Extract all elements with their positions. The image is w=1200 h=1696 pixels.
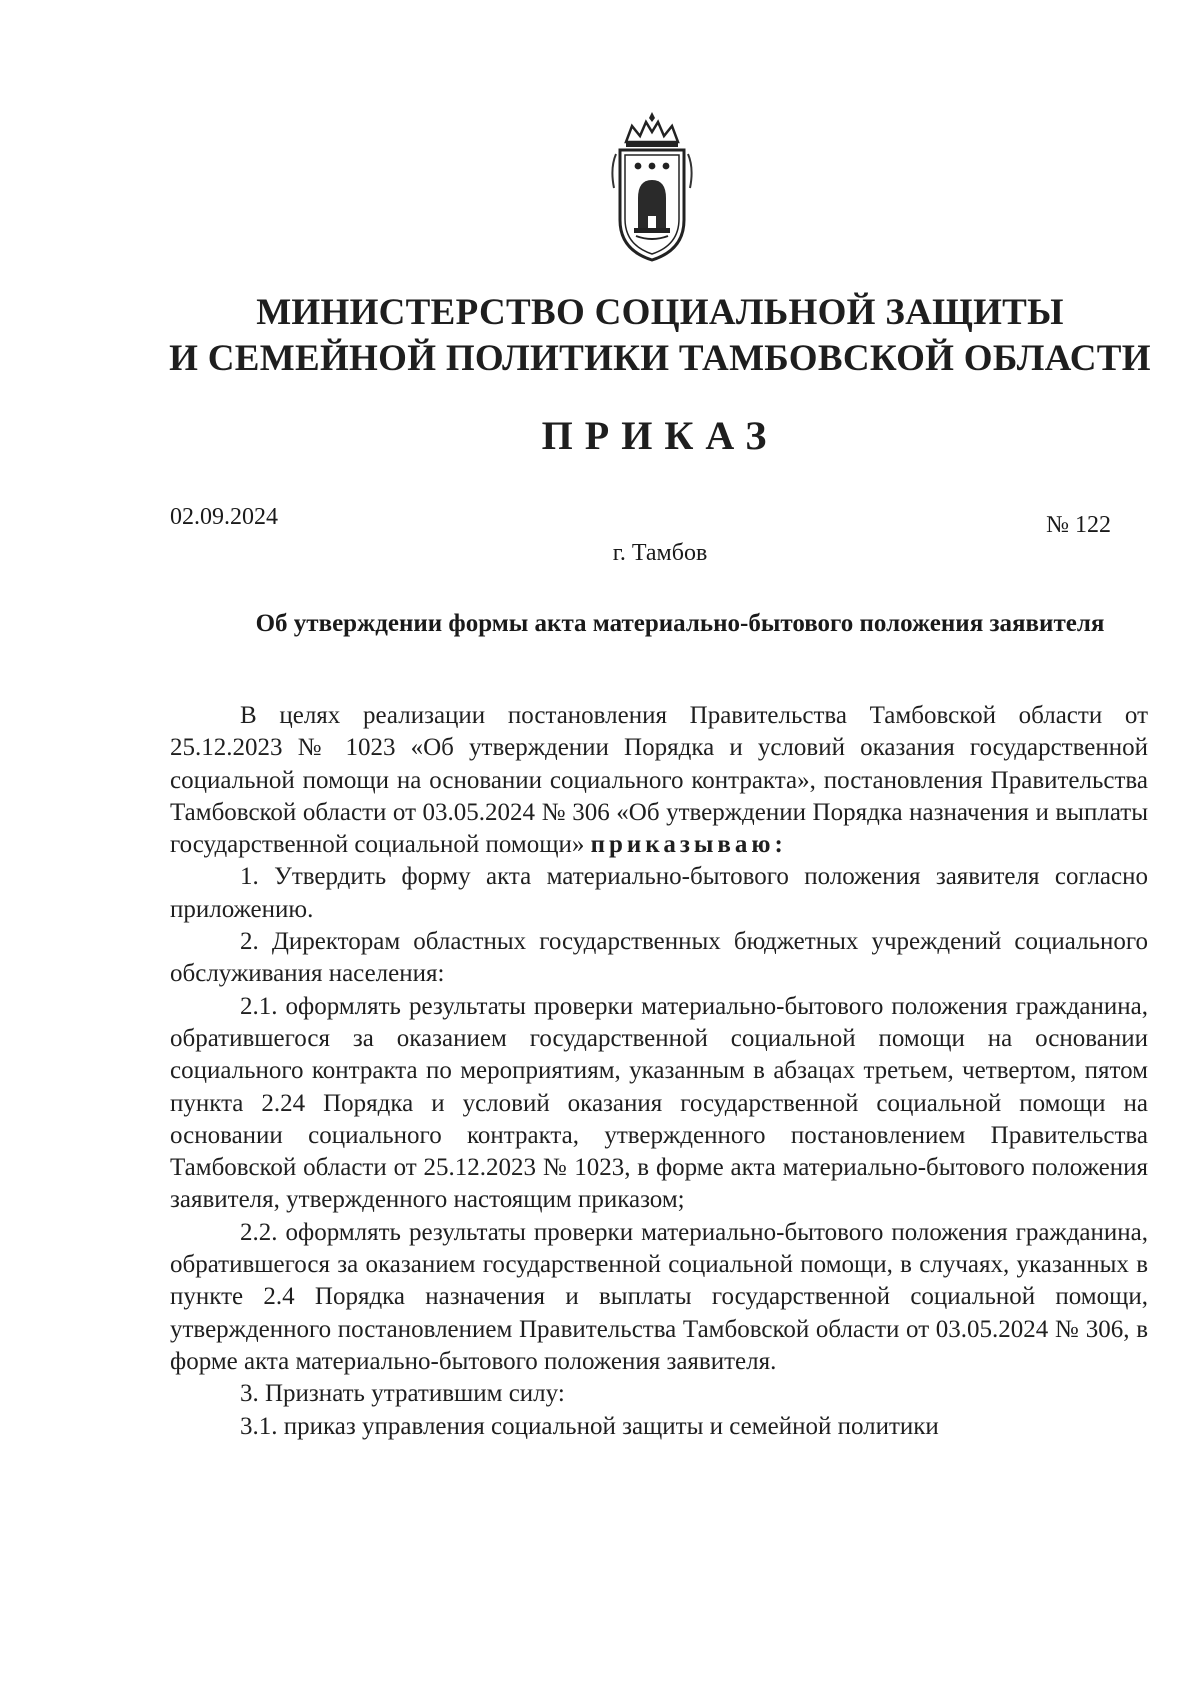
ministry-line-1: МИНИСТЕРСТВО СОЦИАЛЬНОЙ ЗАЩИТЫ bbox=[256, 292, 1064, 333]
order-subject: Об утверждении формы акта материально-бытового положения заявителя bbox=[255, 610, 1105, 637]
preamble-text: В целях реализации постановления Правительства Тамбовской области от 25.12.2023 № 1023 «Об утверждении Порядка и условий оказания государственной социальной помощи на основании социального контракта», постановления Правительства Тамбовской области от 03.05.2024 № 306 «Об утверждении Порядка назначения и выплаты государственной социальной помощи» bbox=[170, 702, 1148, 859]
item-3-1-paragraph: 3.1. приказ управления социальной защиты и семейной политики bbox=[240, 1412, 939, 1440]
ministry-line-2: И СЕМЕЙНОЙ ПОЛИТИКИ ТАМБОВСКОЙ ОБЛАСТИ bbox=[169, 338, 1151, 379]
order-date: 02.09.2024 bbox=[170, 504, 278, 530]
item-3-paragraph: 3. Признать утратившим силу: bbox=[240, 1380, 565, 1408]
item-2-paragraph: 2. Директорам областных государственных бюджетных учреждений социального обслуживания населения: bbox=[170, 928, 1148, 988]
preamble-paragraph bbox=[170, 700, 1148, 861]
item-2-2-paragraph: 2.2. оформлять результаты проверки материально-бытового положения гражданина, обратившегося за оказанием государственной социальной помощи, в случаях, указанных в пункте 2.4 Порядка назначения и выплаты государственной социальной помощи, утвержденного постановлением Правительства Тамбовской области от 03.05.2024 № 306, в форме акта материально-бытового положения заявителя. bbox=[170, 1218, 1148, 1375]
document-type-title: ПРИКАЗ bbox=[541, 413, 779, 458]
ministry-name bbox=[0, 290, 1200, 382]
order-number: № 122 bbox=[1046, 512, 1111, 538]
order-body bbox=[170, 700, 1148, 1443]
item-2-1-paragraph: 2.1. оформлять результаты проверки материально-бытового положения гражданина, обратившегося за оказанием государственной социальной помощи на основании социального контракта по мероприятиям, указанным в абзацах третьем, четвертом, пятом пункта 2.24 Порядка и условий оказания государственной социальной помощи на основании социального контракта, утвержденного постановлением Правительства Тамбовской области от 25.12.2023 № 1023, в форме акта материально-бытового положения заявителя, утвержденного настоящим приказом; bbox=[170, 992, 1148, 1214]
item-1-paragraph: 1. Утвердить форму акта материально-бытового положения заявителя согласно приложению. bbox=[170, 863, 1148, 923]
directive-word: приказываю: bbox=[590, 831, 787, 859]
tambov-coat-of-arms-icon bbox=[608, 108, 696, 268]
order-city: г. Тамбов bbox=[612, 540, 708, 566]
